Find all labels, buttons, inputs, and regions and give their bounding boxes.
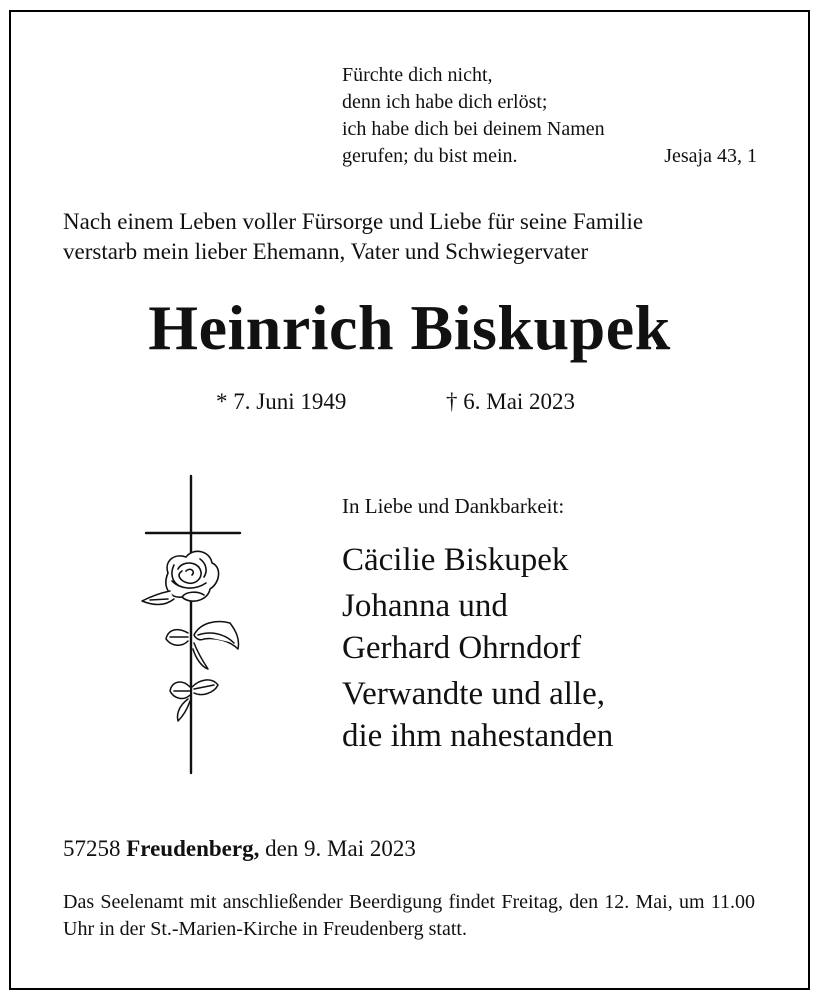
city: Freudenberg, (126, 836, 260, 861)
mourner-line: Verwandte und alle, (342, 676, 605, 712)
place-and-date (63, 834, 416, 864)
verse-line: ich habe dich bei deinem Namen (342, 118, 605, 140)
mourner-line: Cäcilie Biskupek (342, 542, 569, 578)
death-date: † 6. Mai 2023 (446, 389, 576, 414)
cross-with-rose-icon (138, 473, 248, 778)
mourners-heading: In Liebe und Dankbarkeit: (342, 494, 565, 518)
mourner-line: Johanna und (342, 588, 508, 624)
mourner-group (342, 673, 613, 757)
verse-line: Fürchte dich nicht, (342, 64, 493, 86)
intro-line: Nach einem Leben voller Fürsorge und Liebe für seine Familie (63, 209, 644, 234)
mourner-line: die ihm nahestanden (342, 718, 614, 754)
postal-code: 57258 (63, 836, 121, 861)
deceased-name: Heinrich Biskupek (148, 292, 671, 363)
verse-line: denn ich habe dich erlöst; (342, 91, 548, 113)
mourner-group (342, 585, 613, 669)
verse-source: Jesaja 43, 1 (664, 145, 757, 167)
verse-last-line (342, 143, 762, 170)
birth-date: * 7. Juni 1949 (216, 389, 347, 414)
mourners-list (342, 539, 613, 757)
intro-line: verstarb mein lieber Ehemann, Vater und Schwiegervater (63, 239, 589, 264)
notice-date: den 9. Mai 2023 (265, 836, 416, 861)
verse-line: gerufen; du bist mein. (342, 145, 518, 167)
bible-verse (342, 62, 762, 170)
intro-text (63, 207, 763, 267)
mourner-line: Gerhard Ohrndorf (342, 630, 582, 666)
mourner-group (342, 539, 613, 581)
funeral-details: Das Seelenamt mit anschließender Beerdigung findet Freitag, den 12. Mai, um 11.00 Uhr in der St.-Marien-Kirche in Freudenberg statt. (63, 891, 755, 940)
